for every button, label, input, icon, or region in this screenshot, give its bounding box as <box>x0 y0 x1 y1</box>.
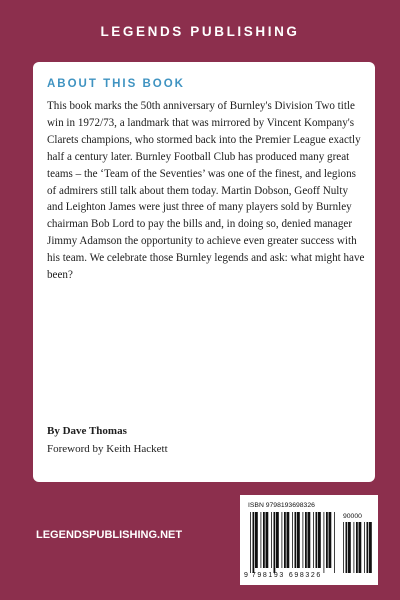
barcode-bar <box>297 512 300 568</box>
barcode-bar <box>367 522 369 573</box>
barcode-bar <box>282 512 283 568</box>
barcode-bar <box>253 512 255 573</box>
isbn-digit-group-1: 798193 <box>251 572 285 579</box>
barcode-bar <box>295 512 297 568</box>
barcode-box <box>240 495 378 585</box>
barcode-bar <box>354 522 355 573</box>
barcode-bar <box>356 522 358 573</box>
publisher-header: LEGENDS PUBLISHING <box>100 24 300 39</box>
barcode-bar <box>343 522 344 573</box>
barcode-bar <box>329 512 332 568</box>
barcode-bar <box>324 512 325 573</box>
barcode-bar <box>263 512 265 568</box>
barcode-bar <box>364 522 365 573</box>
main-barcode-bars <box>250 512 335 573</box>
barcode-bar <box>318 512 321 568</box>
barcode-bar <box>369 522 372 573</box>
foreword-credit: Foreword by Keith Hackett <box>47 443 168 455</box>
barcode-bar <box>334 512 335 573</box>
barcode-bar <box>276 512 279 568</box>
isbn-digit-group-2: 698326 <box>288 572 322 579</box>
barcode-bar <box>284 512 286 568</box>
barcode-bar <box>313 512 314 568</box>
barcode-bar <box>261 512 262 568</box>
barcode-bar <box>326 512 328 568</box>
barcode-bar <box>316 512 318 568</box>
barcode-bar <box>266 512 269 568</box>
publisher-url: LEGENDSPUBLISHING.NET <box>36 529 183 541</box>
barcode-bar <box>250 512 251 573</box>
barcode-bar <box>346 522 348 573</box>
isbn-digit-first: 9 <box>244 572 248 579</box>
barcode-bar <box>308 512 311 568</box>
barcode-bar <box>303 512 304 568</box>
addon-barcode-bars <box>343 522 372 573</box>
barcode-bar <box>348 522 351 573</box>
book-blurb: This book marks the 50th anniversary of Burnley's Division Two title win in 1972/73, a landmark that was mirrored by Vincent Kompany's Clarets champions, who stormed back into the Premier League exactly half a century later. Burnley Football Club has produced many great teams – the ‘Team of the Seventies’ was one of the finest, and legions of admirers still talk about them today. Martin Dobson, Geoff Nulty and Leighton James were just three of many players sold by Burnley chairman Bob Lord to pay the bills and, in doing so, denied manager Jimmy Adamson the opportunity to achieve even greater success with his team. We celebrate those Burnley legends and ask: what might have been? <box>47 100 365 282</box>
isbn-label: ISBN 9798193698326 <box>248 502 315 509</box>
isbn-digits <box>244 572 326 579</box>
author-credit: By Dave Thomas <box>47 425 127 437</box>
barcode-bar <box>271 512 272 568</box>
barcode-bar <box>292 512 293 568</box>
barcode-bar <box>359 522 362 573</box>
section-heading: ABOUT THIS BOOK <box>47 78 185 90</box>
barcode-bar <box>305 512 307 568</box>
barcode-bar <box>287 512 290 568</box>
barcode-bar <box>255 512 258 568</box>
price-code: 90000 <box>343 513 362 520</box>
about-panel <box>33 62 375 482</box>
barcode-bar <box>274 512 276 573</box>
